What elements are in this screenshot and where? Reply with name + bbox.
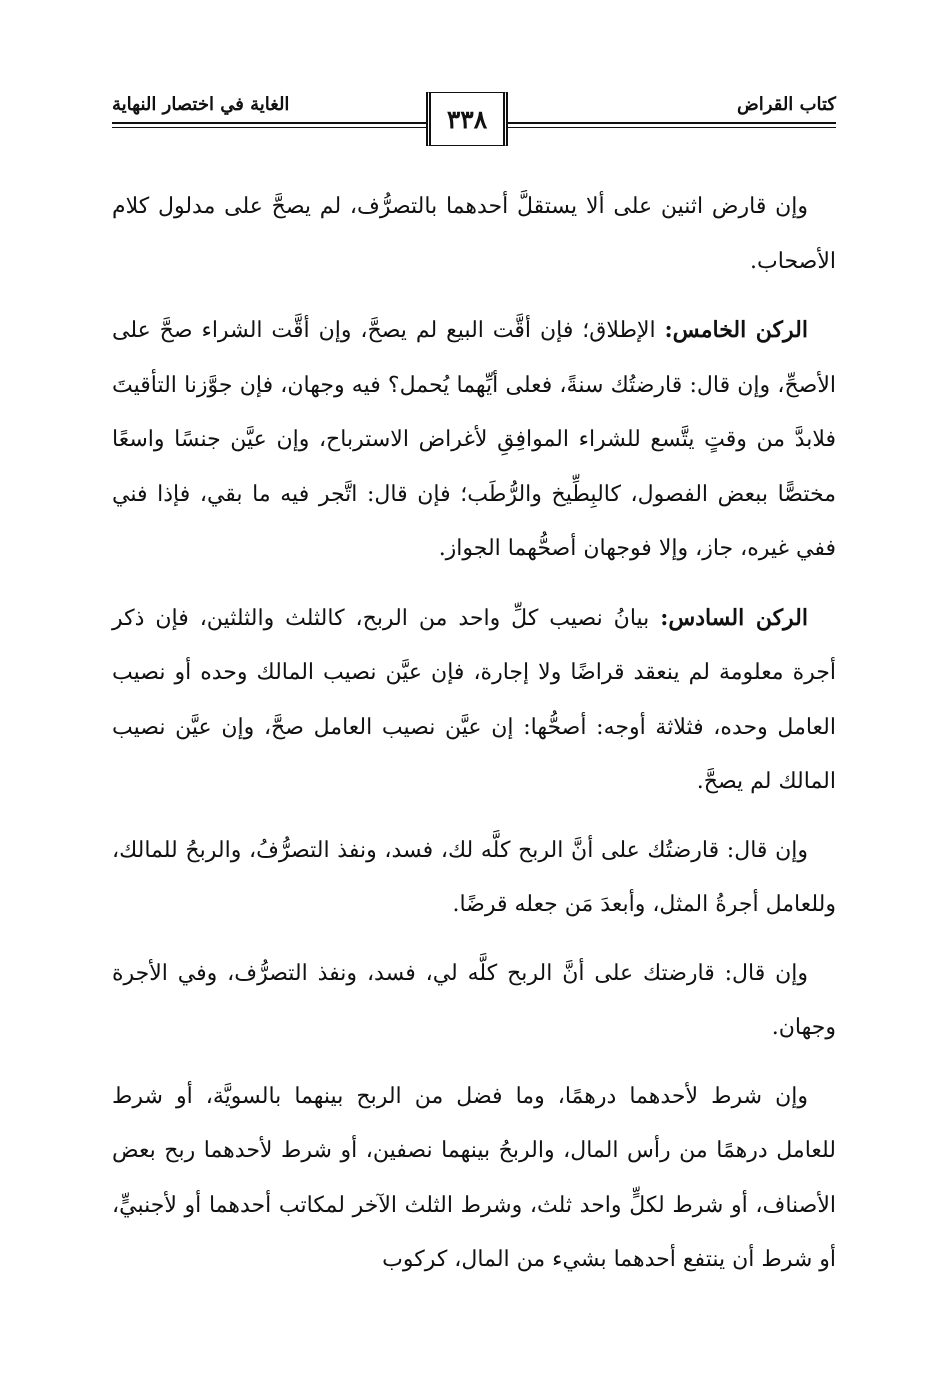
book-title: الغاية في اختصار النهاية (112, 94, 290, 115)
section-heading: الركن الخامس: (664, 317, 808, 343)
page-number: ٣٣٨ (446, 104, 488, 134)
running-header (112, 86, 836, 156)
page-body (112, 180, 836, 1288)
paragraph-text: وإن قال: قارضتُك على أنَّ الربح كلَّه لك، فسد، ونفذ التصرُّفُ، والربحُ للمالك، وللعامل أجرةُ المثل، وأبعدَ مَن جعله قرضًا. (112, 837, 836, 917)
paragraph (112, 591, 836, 810)
paragraph-text: وإن شرط لأحدهما درهمًا، وما فضل من الربح بينهما بالسويَّة، أو شرط للعامل درهمًا من رأس المال، والربحُ بينهما نصفين، أو شرط لأحدهما ربح بعض الأصناف، أو شرط لكلٍّ واحد ثلث، وشرط الثلث الآخر لمكاتب أحدهما أو لأجنبيٍّ، أو شرط أن ينتفع أحدهما بشيء من المال، كركوب (112, 1083, 836, 1272)
paragraph (112, 180, 836, 289)
section-heading: الركن السادس: (660, 604, 808, 631)
paragraph (112, 303, 836, 577)
paragraph-text: وإن قارض اثنين على ألا يستقلَّ أحدهما بالتصرُّف، لم يصحَّ على مدلول كلام الأصحاب. (112, 194, 836, 274)
chapter-title: كتاب القراض (737, 94, 836, 115)
paragraph-text: بيانُ نصيب كلِّ واحد من الربح، كالثلث والثلثين، فإن ذكر أجرة معلومة لم ينعقد قراضًا ولا إجارة، فإن عيَّن نصيب المالك وحده أو نصيب العامل وحده، فثلاثة أوجه: أصحُّها: إن عيَّن نصيب العامل صحَّ، وإن عيَّن نصيب المالك لم يصحَّ. (112, 605, 836, 794)
paragraph (112, 1070, 836, 1288)
page-number-box (426, 92, 508, 146)
paragraph (112, 824, 836, 933)
paragraph-text: الإطلاق؛ فإن أقَّت البيع لم يصحَّ، وإن أقَّت الشراء صحَّ على الأصحِّ، وإن قال: قارضتُك سنةً، فعلى أيِّهما يُحمل؟ فيه وجهان، فإن جوَّزنا التأقيتَ فلابدَّ من وقتٍ يتَّسع للشراء الموافِقِ لأغراض الاسترباح، وإن عيَّن جنسًا واسعًا مختصًّا ببعض الفصول، كالبِطِّيخ والرُّطَب؛ فإن قال: اتَّجر فيه ما بقي، فإذا فني ففي غيره، جاز، وإلا فوجهان أصحُّهما الجواز. (112, 318, 836, 561)
paragraph-text: وإن قال: قارضتك على أنَّ الربح كلَّه لي، فسد، ونفذ التصرُّف، وفي الأجرة وجهان. (112, 960, 836, 1040)
paragraph (112, 947, 836, 1056)
